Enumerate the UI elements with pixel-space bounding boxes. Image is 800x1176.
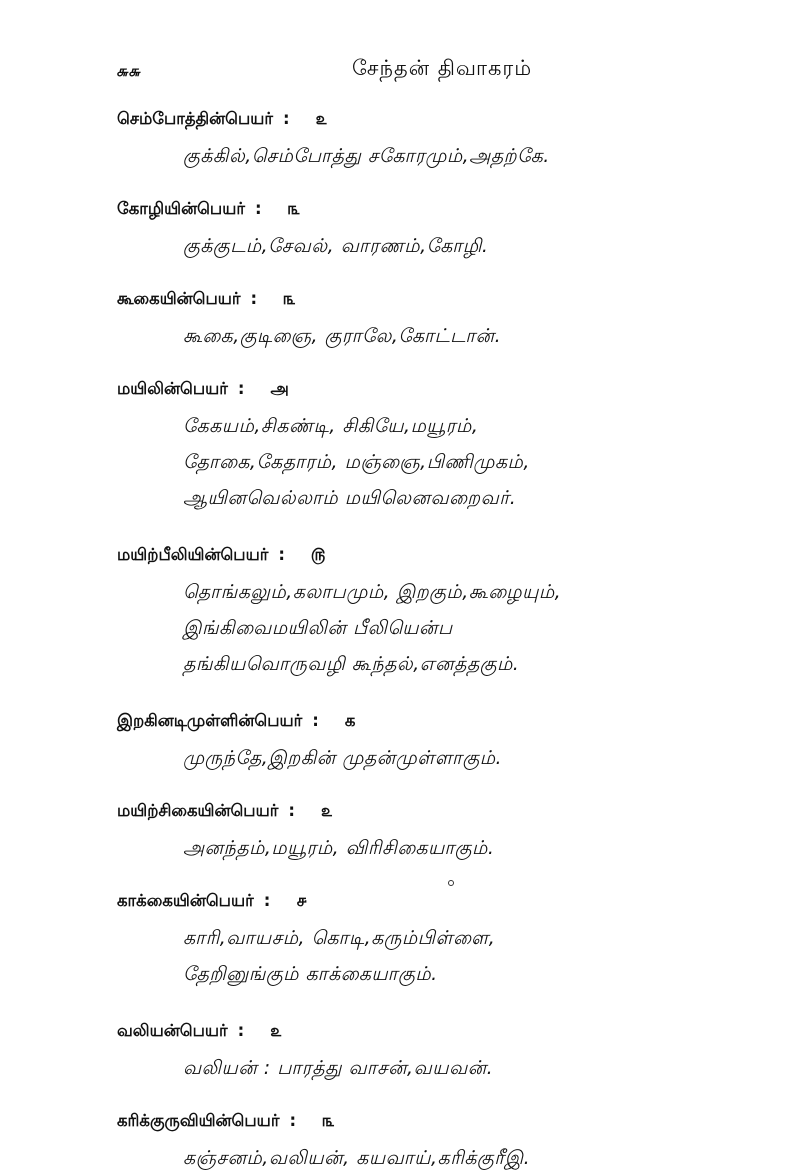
entry-heading [117,798,800,824]
entry-count: க [344,711,356,730]
entry-heading [117,708,800,734]
verse-line: தங்கியவொருவழி கூந்தல்,எனத்தகும். [183,653,520,675]
entry-heading [117,542,800,568]
entry-colon: : [254,199,262,218]
entry-count: அ [270,379,289,398]
entry-colon: : [237,379,245,398]
verse-block [183,138,800,174]
verse-block [183,574,800,682]
verse-line: கேகயம்,சிகண்டி, சிகியே,மயூரம், [183,415,479,437]
entry-heading [117,196,800,222]
entry-heading-text: மயிற்சிகையின்பெயர் [117,801,279,820]
entry-heading [117,376,800,402]
entry-count: ௨ [315,109,328,128]
entry [0,888,800,992]
print-speck [448,880,454,886]
entry-heading-text: இறகினடிமுள்ளின்பெயர் [117,711,303,730]
verse-line: கஞ்சனம்,வலியன், கயவாய்,கரிக்குரீஇ. [183,1147,531,1169]
entry-heading-text: கூகையின்பெயர் [117,289,241,308]
entry [0,542,800,682]
entry-colon: : [250,289,258,308]
entry-count: ௪ [296,891,308,910]
entry-colon: : [237,1021,245,1040]
entry-count: ௨ [270,1021,282,1040]
entry-count: ௩ [287,199,301,218]
verse-line: வலியன் : பாரத்து வாசன்,வயவன். [183,1057,494,1079]
entry-heading-text: கோழியின்பெயர் [117,199,245,218]
entry [0,376,800,516]
entry-list [0,106,800,1176]
entry-heading [117,106,800,132]
page-number: ௬௬ [116,62,141,80]
entry-colon: : [278,545,285,564]
entry-colon: : [312,711,319,730]
verse-line: தேறினுங்கும் காக்கையாகும். [183,963,438,985]
verse-line: தொங்கலும்,கலாபமும், இறகும்,கூழையும், [183,581,562,603]
verse-line: குக்கில்,செம்போத்து சகோரமும்,அதற்கே. [183,145,550,167]
entry-heading [117,286,800,312]
verse-line: குக்குடம்,சேவல், வாரணம்,கோழி. [183,235,489,257]
entry-count: ௩ [283,289,296,308]
entry-heading [117,1108,800,1134]
entry-count: ௫ [310,545,326,564]
entry-heading [117,888,800,914]
verse-line: முருந்தே,இறகின் முதன்முள்ளாகும். [183,747,503,769]
verse-line: ஆயினவெல்லாம் மயிலெனவறைவர். [183,487,517,509]
entry-heading-text: செம்போத்தின்பெயர் [117,109,274,128]
verse-line: காரி,வாயசம், கொடி,கரும்பிள்ளை, [183,927,496,949]
entry [0,106,800,174]
entry-colon: : [283,109,290,128]
running-title: சேந்தன் திவாகரம் [352,56,533,80]
verse-block [183,920,800,992]
entry-colon: : [263,891,271,910]
entry [0,1018,800,1086]
entry [0,286,800,354]
verse-block [183,228,800,264]
entry-heading [117,1018,800,1044]
entry-colon: : [288,801,295,820]
entry [0,798,800,866]
verse-block [183,830,800,866]
verse-block [183,408,800,516]
entry-heading-text: மயிலின்பெயர் [117,379,228,398]
verse-line: கூகை,குடிஞை, குராலே,கோட்டான். [183,325,502,347]
verse-line: இங்கிவைமயிலின் பீலியென்ப [183,617,453,639]
entry-heading-text: கரிக்குருவியின்பெயர் [117,1111,280,1130]
verse-block [183,318,800,354]
entry-count: ௩ [322,1111,335,1130]
entry [0,196,800,264]
entry-colon: : [289,1111,297,1130]
entry [0,708,800,776]
verse-line: தோகை,கேதாரம், மஞ்ஞை,பிணிமுகம், [183,451,530,473]
entry-heading-text: காக்கையின்பெயர் [117,891,254,910]
verse-block [183,1140,800,1176]
verse-line: அனந்தம்,மயூரம், விரிசிகையாகும். [183,837,495,859]
verse-block [183,740,800,776]
verse-block [183,1050,800,1086]
entry-heading-text: வலியன்பெயர் [117,1021,228,1040]
entry-heading-text: மயிற்பீலியின்பெயர் [117,545,269,564]
entry [0,1108,800,1176]
entry-count: ௨ [320,801,333,820]
